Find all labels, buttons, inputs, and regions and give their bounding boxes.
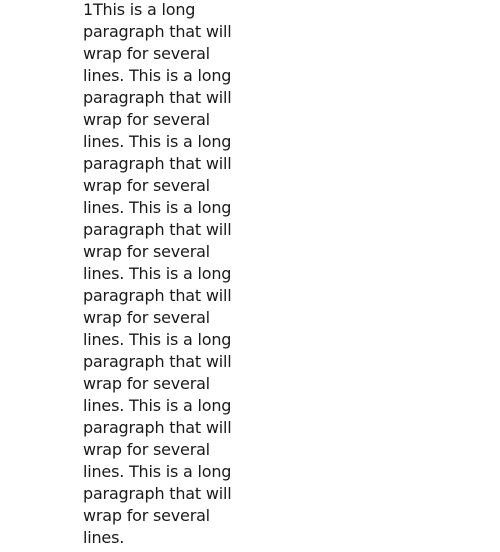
body-paragraph: 1This is a long paragraph that will wrap for several lines. This is a long paragraph that will wrap for several lines. This is a long paragraph that will wrap for several lines. This is a long paragraph that will wrap for several lines. This is a long paragraph that will wrap for several lines. This is a long paragraph that will wrap for several lines. This is a long paragraph that will wrap for several lines. This is a long paragraph that will wrap for several lines.	[83, 0, 232, 547]
